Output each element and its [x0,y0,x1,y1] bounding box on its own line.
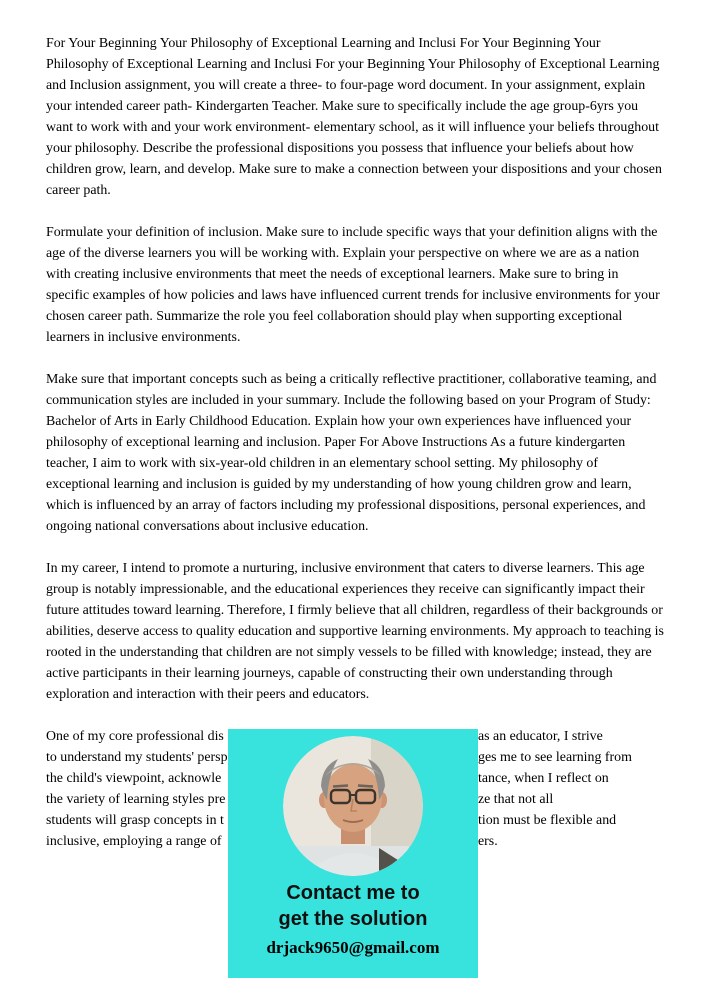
paragraph-1: For Your Beginning Your Philosophy of Exceptional Learning and Inclusi For Your Beginning Your Philosophy of Exceptional Learning and Inclusi For your Beginning Your Philosophy of Exceptional Learning and Inclusion assignment, you will create a three- to four-page word document. In your assignment, explain your intended career path- Kindergarten Teacher. Make sure to specifically include the age group-6yrs you want to work with and your work environment- elementary school, as it will influence your beliefs throughout your philosophy. Describe the professional dispositions you possess that influence your beliefs about how children grow, learn, and develop. Make sure to make a connection between your dispositions and your chosen career path. [46,36,662,198]
line-fragment-right: tance, when I reflect on [478,771,609,786]
line-fragment-right: as an educator, I strive [478,729,603,744]
line-fragment-right: tion must be flexible and [478,813,617,828]
line-fragment-right: ers. [478,834,498,849]
line-fragment-left: the child's viewpoint, acknowle [46,771,222,786]
elderly-man-photo [283,736,423,876]
paragraph-2: Formulate your definition of inclusion. Make sure to include specific ways that your definition aligns with the age of the diverse learners you will be working with. Explain your perspective on where we are as a nation with creating inclusive environments that meet the needs of exceptional learners. Make sure to bring in specific examples of how policies and laws have influenced current trends for inclusive environments for your chosen career path. Summarize the role you feel collaboration should play when supporting exceptional learners in inclusive environments. [46,225,660,345]
contact-email: drjack9650@gmail.com [266,938,440,957]
avatar [283,736,423,876]
line-fragment-left: One of my core professional dis [46,729,224,744]
line-fragment-left: students will grasp concepts in t [46,813,224,828]
contact-text-line-1: Contact me to [286,882,420,904]
contact-overlay [228,729,478,978]
contact-text-line-2: get the solution [278,908,428,930]
line-fragment-right: ze that not all [478,792,554,807]
paragraph-4: In my career, I intend to promote a nurturing, inclusive environment that caters to diverse learners. This age group is notably impressionable, and the educational experiences they receive can significantly impact their future attitudes toward learning. Therefore, I firmly believe that all children, regardless of their backgrounds or abilities, deserve access to quality education and supportive learning environments. My approach to teaching is rooted in the understanding that children are not simply vessels to be filled with knowledge; instead, they are active participants in their learning journeys, capable of constructing their own understanding through exploration and interaction with their peers and educators. [46,561,664,702]
paragraph-3: Make sure that important concepts such as being a critically reflective practitioner, collaborative teaming, and communication styles are included in your summary. Include the following based on your Program of Study: Bachelor of Arts in Early Childhood Education. Explain how your own experiences have influenced your philosophy of exceptional learning and inclusion. Paper For Above Instructions As a future kindergarten teacher, I aim to work with six-year-old children in an elementary school setting. My philosophy of exceptional learning and inclusion is guided by my understanding of how young children grow and learn, which is influenced by an array of factors including my professional dispositions, personal experiences, and ongoing national conversations about inclusive education. [46,372,657,534]
line-fragment-left: inclusive, employing a range of [46,834,222,849]
line-fragment-right: ges me to see learning from [478,750,632,765]
line-fragment-left: the variety of learning styles pre [46,792,226,807]
line-fragment-left: to understand my students' persp [46,750,228,765]
